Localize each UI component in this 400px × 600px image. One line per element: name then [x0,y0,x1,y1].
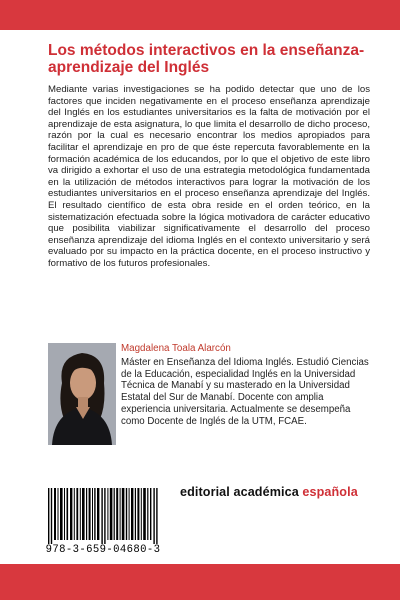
publisher-name-main: editorial académica [180,485,303,499]
barcode-bars [48,488,158,544]
author-bio: Máster en Enseñanza del Idioma Inglés. Estudió Ciencias de la Educación, especialidad Inglés en la Universidad Técnica de Manabí y su masterado en la Universidad Estatal del Sur de Manabí. Docente con amplia experiencia universitaria. Actualmente se desempeña como Docente de Inglés de la UTM, FCAE. [121,357,369,427]
author-photo [48,343,116,445]
publisher-name-accent: española [302,485,358,499]
author-name: Magdalena Toala Alarcón [121,343,231,354]
bottom-color-band [0,564,400,600]
barcode [38,482,168,566]
back-cover-blurb: Mediante varias investigaciones se ha podido detectar que uno de los factores que inciden negativamente en el proceso enseñanza aprendizaje del Inglés en los estudiantes universitarios es la falta de motivación por el aprendizaje de esta asignatura, lo que limita el desarrollo de dicho proceso, razón por la cual es necesario encontrar los medios apropiados para facilitar el aprendizaje en pro de que éste repercuta favorablemente en la formación académica de los educandos, por lo que el objetivo de este libro va dirigido a exhortar el uso de una estrategia metodológica fundamentada en la utilización de métodos interactivos para lograr la motivación de los estudiantes universitarios en el proceso enseñanza aprendizaje del Inglés. El resultado científico de esta obra reside en el orden teórico, en la sistematización efectuada sobre la lógica motivadora de carácter educativo que posibilita viabilizar significativamente el desarrollo del proceso enseñanza aprendizaje del idioma Inglés en el contexto universitario y será evaluado por su impacto en la práctica docente, en el proceso instructivo y formativo de los futuros profesionales. [48,84,370,269]
isbn-number: 978-3-659-04680-3 [45,544,161,556]
top-color-band [0,0,400,30]
publisher-logo [180,485,358,499]
book-title: Los métodos interactivos en la enseñanza-aprendizaje del Inglés [48,42,365,76]
